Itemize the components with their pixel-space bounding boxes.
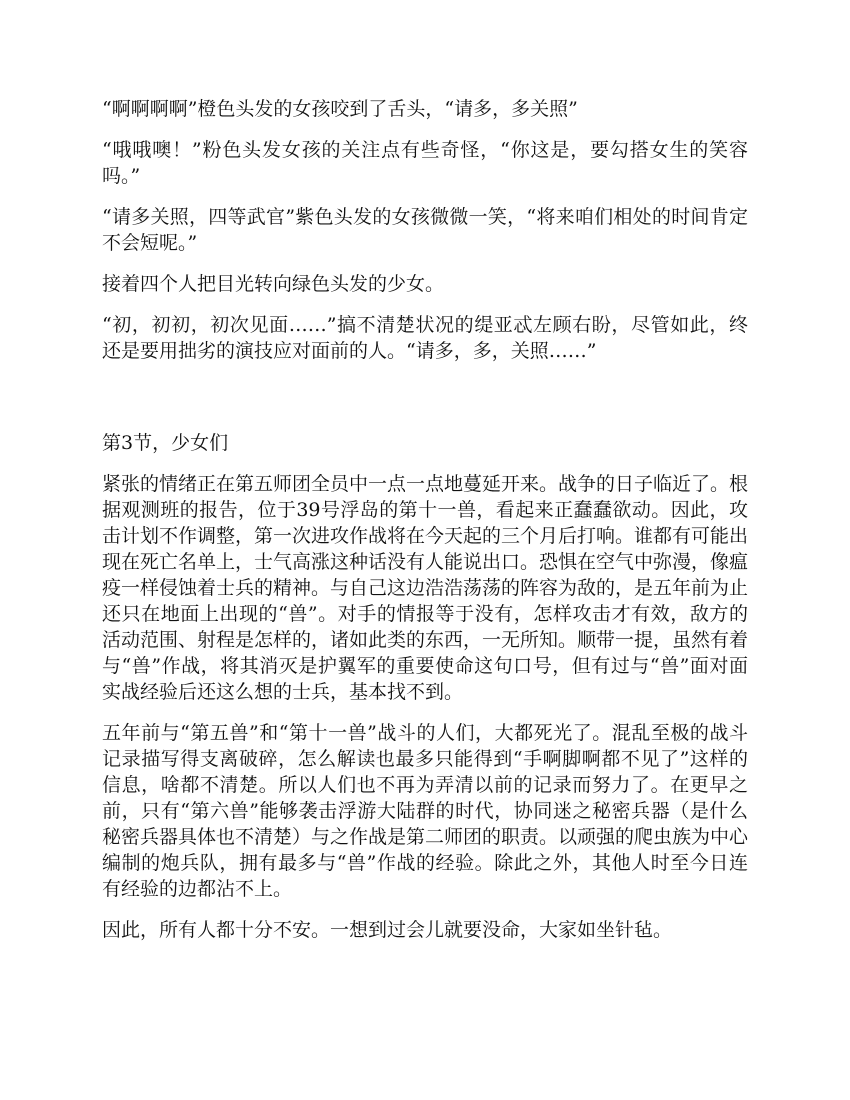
paragraph: “哦哦噢！”粉色头发女孩的关注点有些奇怪，“你这是，要勾搭女生的笑容吗。” xyxy=(102,139,748,187)
section-title: 第3节，少女们 xyxy=(102,432,229,454)
paragraph: “初，初初，初次见面……”搞不清楚状况的缇亚忒左顾右盼，尽管如此，终还是要用拙劣的演技应对面前的人。“请多，多，关照……” xyxy=(102,314,748,362)
paragraph: 紧张的情绪正在第五师团全员中一点一点地蔓延开来。战争的日子临近了。根据观测班的报告，位于39号浮岛的第十一兽，看起来正蠢蠢欲动。因此，攻击计划不作调整，第一次进攻作战将在今天起的三个月后打响。谁都有可能出现在死亡名单上，士气高涨这种话没有人能说出口。恐惧在空气中弥漫，像瘟疫一样侵蚀着士兵的精神。与自己这边浩浩荡荡的阵容为敌的，是五年前为止还只在地面上出现的“兽”。对手的情报等于没有，怎样攻击才有效，敌方的活动范围、射程是怎样的，诸如此类的东西，一无所知。顺带一提，虽然有着与“兽”作战，将其消灭是护翼军的重要使命这句口号，但有过与“兽”面对面实战经验后还这么想的士兵，基本找不到。 xyxy=(102,473,749,703)
paragraph: 五年前与“第五兽”和“第十一兽”战斗的人们，大都死光了。混乱至极的战斗记录描写得支离破碎，怎么解读也最多只能得到“手啊脚啊都不见了”这样的信息，啥都不清楚。所以人们也不再为弄清以前的记录而努力了。在更早之前，只有“第六兽”能够袭击浮游大陆群的时代，协同迷之秘密兵器（是什么秘密兵器具体也不清楚）与之作战是第二师团的职责。以顽强的爬虫族为中心编制的炮兵队，拥有最多与“兽”作战的经验。除此之外，其他人时至今日连有经验的边都沾不上。 xyxy=(102,722,749,900)
paragraph: 接着四个人把目光转向绿色头发的少女。 xyxy=(102,273,445,295)
document-page xyxy=(102,96,748,958)
paragraph: 因此，所有人都十分不安。一想到过会儿就要没命，大家如坐针毡。 xyxy=(102,919,673,941)
paragraph: “请多关照，四等武官”紫色头发的女孩微微一笑，“将来咱们相处的时间肯定不会短呢。” xyxy=(102,206,748,254)
paragraph: “啊啊啊啊”橙色头发的女孩咬到了舌头，“请多，多关照” xyxy=(102,98,578,120)
